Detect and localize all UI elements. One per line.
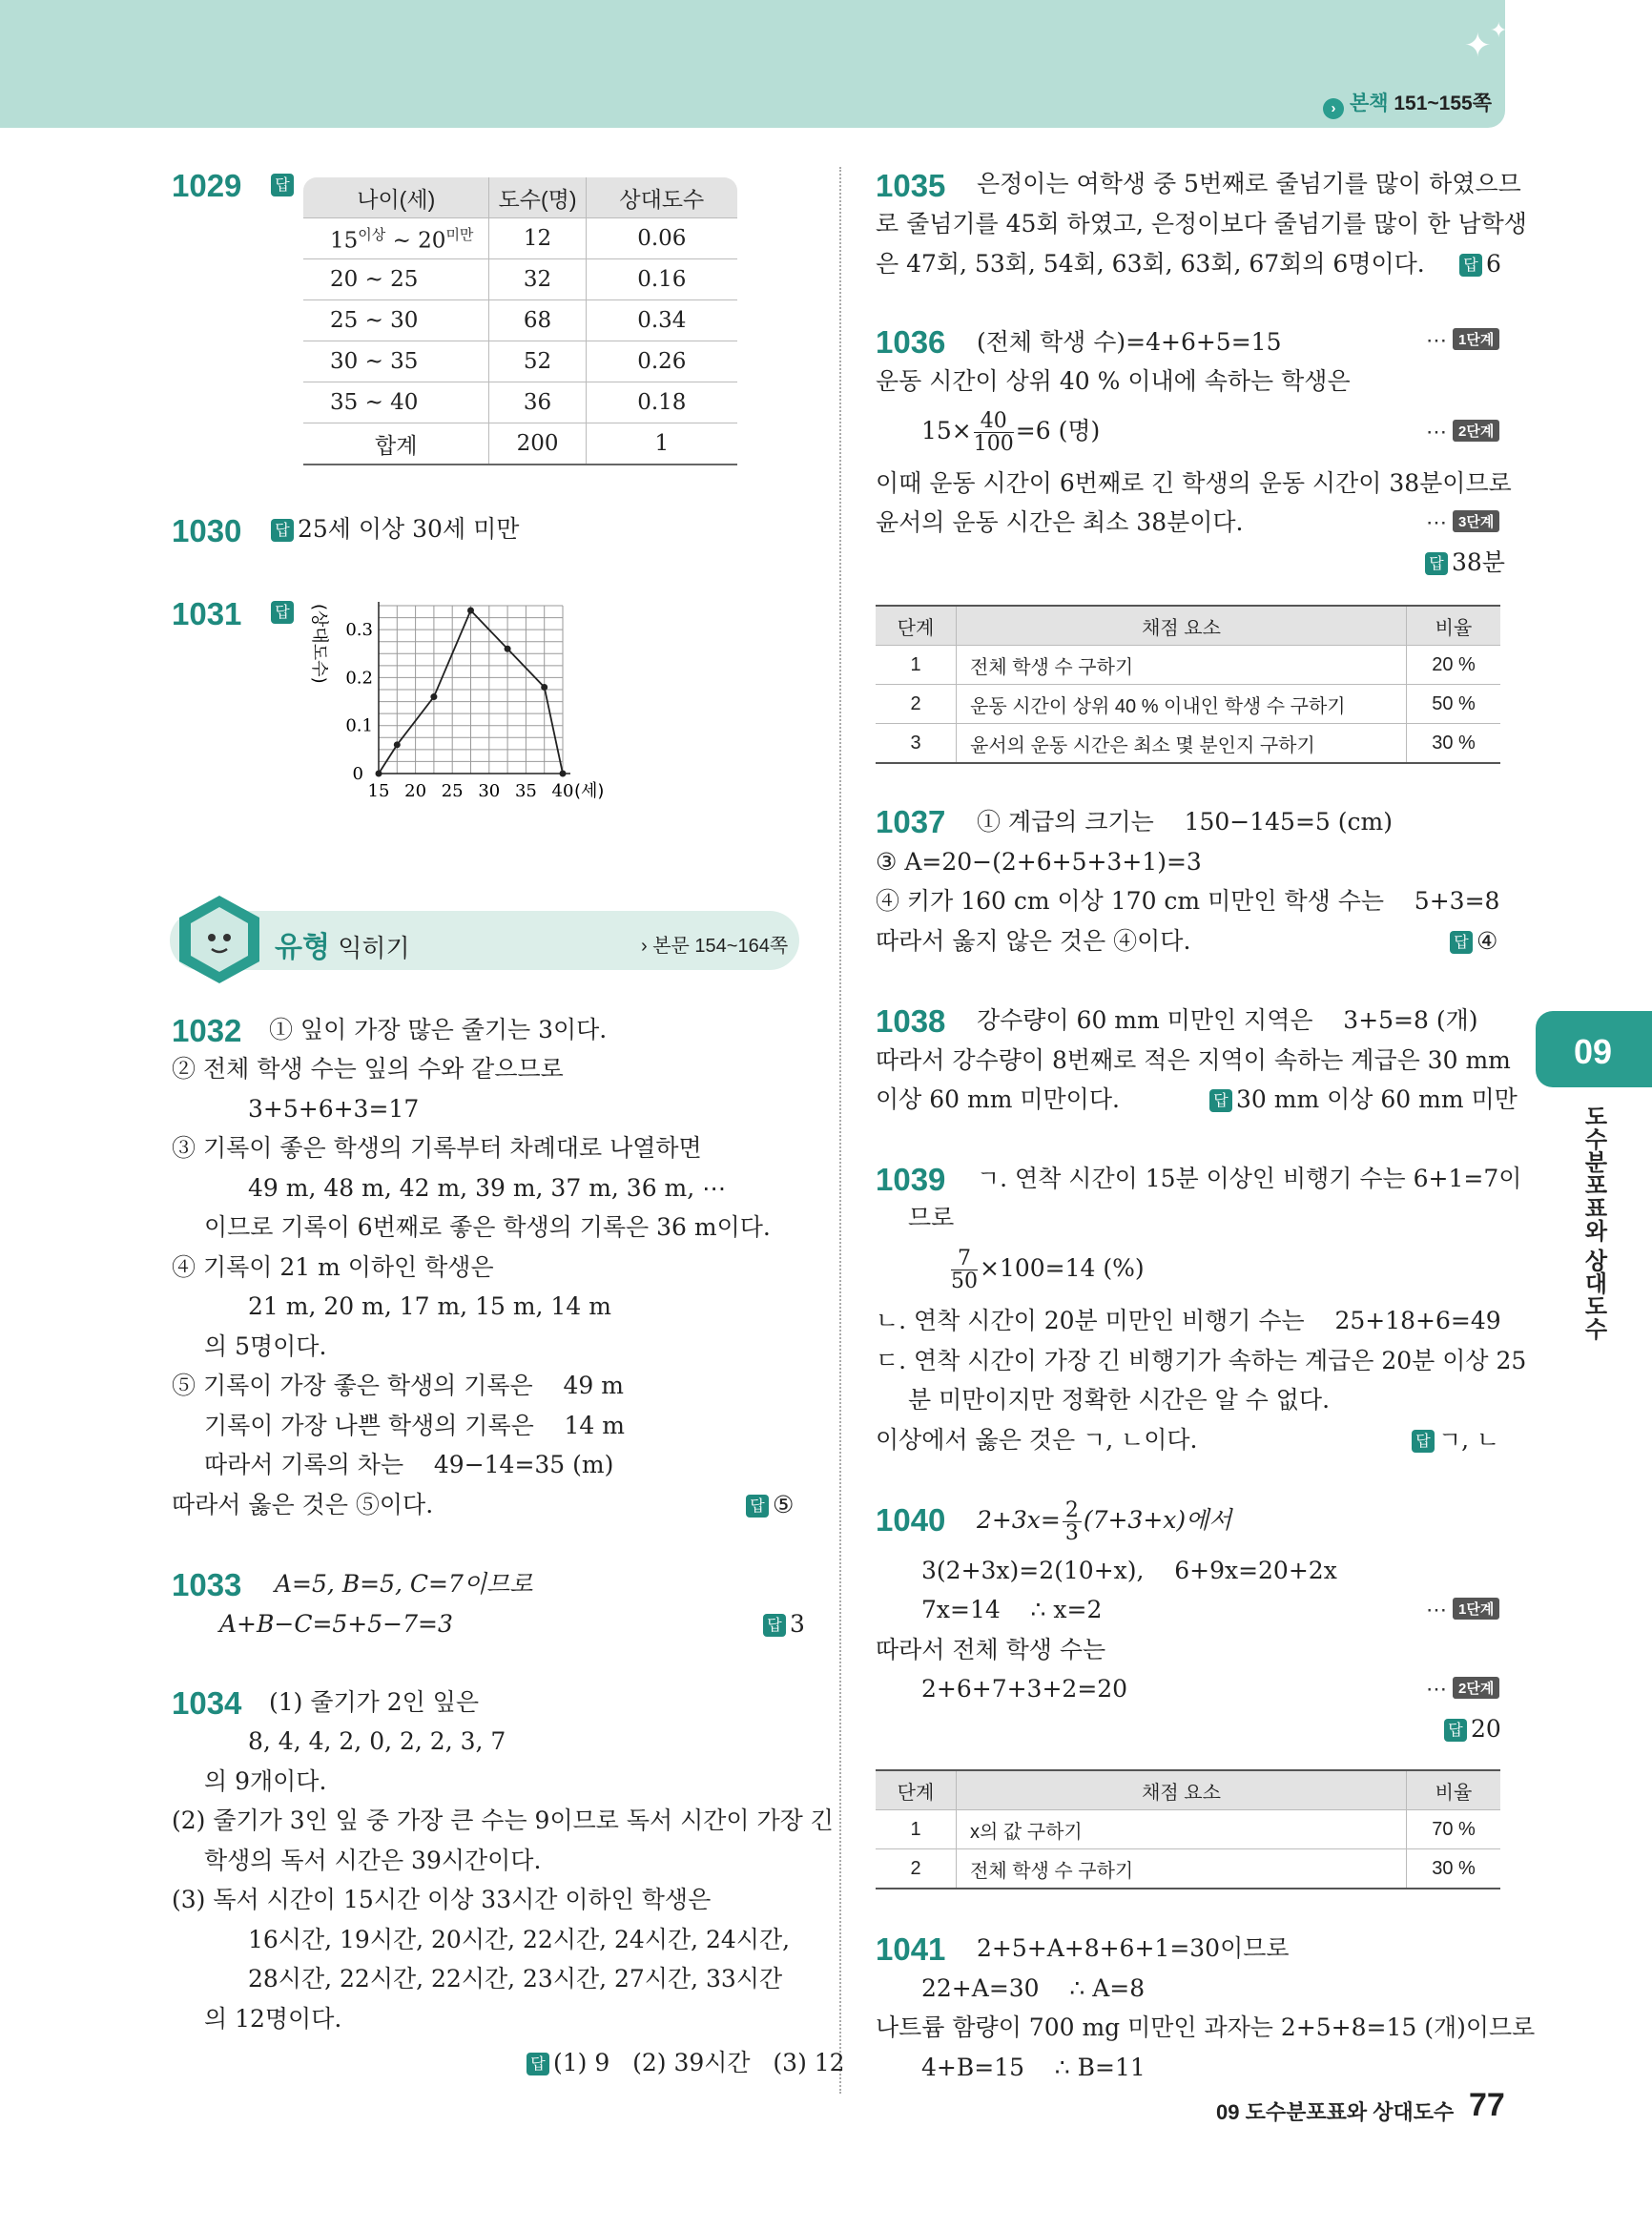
x-tick-label: 25: [441, 781, 464, 801]
table-cell: 20 ~ 25: [303, 259, 489, 300]
text-line: (전체 학생 수)=4+6+5=15: [977, 328, 1282, 356]
text-line: 4+B=15 ∴ B=11: [921, 2054, 1146, 2081]
fraction-numerator: 7: [951, 1248, 978, 1270]
scoring-table-1040: [876, 1769, 1500, 1889]
section-page-reference: › 본문 154~164쪽: [641, 936, 789, 957]
text-line: 49 m, 48 m, 42 m, 39 m, 37 m, 36 m, ⋯: [248, 1174, 727, 1202]
table-cell: 3: [876, 724, 957, 764]
table-cell: 전체 학생 수 구하기: [957, 1849, 1407, 1889]
fraction: [974, 410, 1014, 455]
formula-line: [977, 1499, 1231, 1544]
stage-marker: ⋯ 2단계: [1426, 420, 1499, 444]
text-line: 운동 시간이 상위 40 % 이내에 속하는 학생은: [876, 367, 1351, 395]
text-line: 2+6+7+3+2=20: [921, 1675, 1128, 1703]
text-line: 나트륨 함량이 700 mg 미만인 과자는 2+5+8=15 (개)이므로: [876, 2013, 1536, 2041]
table-header: 비율: [1407, 606, 1501, 646]
fraction-denominator: 100: [973, 432, 1014, 457]
table-cell: 윤서의 운동 시간은 최소 몇 분인지 구하기: [957, 724, 1407, 764]
text-line: 의 5명이다.: [204, 1332, 327, 1360]
frequency-table-1029: [303, 177, 737, 465]
text-line: 은 47회, 53회, 54회, 63회, 63회, 67회의 6명이다.: [876, 250, 1425, 278]
x-tick-label: 30: [478, 781, 501, 801]
header-page-reference: [1323, 88, 1492, 119]
problem-number-1039: 1039: [876, 1162, 946, 1197]
table-cell: $15^{이상}$ ~ $20^{미만}$: [303, 218, 489, 259]
table-cell: 1: [586, 423, 737, 465]
text-line: ③ 기록이 좋은 학생의 기록부터 차례대로 나열하면: [172, 1134, 702, 1162]
mascot-hexagon-icon: [172, 892, 267, 987]
stage-marker: ⋯ 1단계: [1426, 1598, 1499, 1622]
table-header: 비율: [1407, 1770, 1501, 1810]
text-line: ㄷ. 연착 시간이 가장 긴 비행기가 속하는 계급은 20분 이상 25: [876, 1347, 1527, 1374]
text-line: A=5, B=5, C=7이므로: [275, 1570, 533, 1598]
text-line: 따라서 강수량이 8번째로 적은 지역이 속하는 계급은 30 mm: [876, 1046, 1511, 1074]
formula-text: ×100=14 (%): [980, 1254, 1145, 1283]
x-tick-label: 20: [404, 781, 427, 801]
table-header: 채점 요소: [957, 606, 1407, 646]
answer-1036: [1425, 548, 1505, 577]
text-line: 22+A=30 ∴ A=8: [921, 1974, 1146, 2002]
stage-badge: 2단계: [1453, 420, 1499, 442]
y-tick-label: 0.3: [345, 620, 373, 641]
text-line: ① 잎이 가장 많은 줄기는 3이다.: [269, 1016, 608, 1043]
answer-badge: 답: [1450, 931, 1473, 954]
table-row: [876, 724, 1500, 764]
table-row: [303, 218, 737, 259]
problem-number-1038: 1038: [876, 1003, 946, 1039]
data-point: [467, 608, 474, 614]
table-cell: 20 %: [1407, 646, 1501, 685]
answer-badge: 답: [763, 1614, 786, 1637]
column-divider: [839, 167, 841, 2094]
answer-badge: 답: [1459, 254, 1482, 277]
text-line: 21 m, 20 m, 17 m, 15 m, 14 m: [248, 1292, 611, 1320]
problem-number-1035: 1035: [876, 168, 946, 203]
relative-frequency-polygon-chart: [300, 596, 606, 801]
text-line: 로 줄넘기를 45회 하였고, 은정이보다 줄넘기를 많이 한 남학생: [876, 210, 1527, 237]
header-ref-label: 본책: [1349, 93, 1389, 114]
text-line: 은정이는 여학생 중 5번째로 줄넘기를 많이 하였으므: [977, 170, 1521, 197]
chapter-title: 도수분포표와 상대도수: [1580, 1105, 1606, 1340]
answer-1035: [1459, 250, 1501, 279]
answer-badge: 답: [271, 519, 294, 542]
formula-line: [921, 410, 1100, 455]
header-bar: [0, 0, 1508, 128]
table-header: 채점 요소: [957, 1770, 1407, 1810]
x-tick-label: 40: [551, 781, 574, 801]
chapter-number: 09: [1574, 1032, 1613, 1071]
text-line: ㄴ. 연착 시간이 20분 미만인 비행기 수는 25+18+6=49: [876, 1307, 1501, 1334]
header-ref-pages: 151~155쪽: [1394, 93, 1492, 114]
answer-text: 25세 이상 30세 미만: [298, 515, 520, 543]
table-cell: 50 %: [1407, 685, 1501, 724]
table-cell: 35 ~ 40: [303, 382, 489, 423]
scoring-table-1036: [876, 605, 1500, 764]
table-cell: 36: [489, 382, 586, 423]
table-cell: 0.18: [586, 382, 737, 423]
table-cell: 1: [876, 1810, 957, 1849]
table-cell: 0.16: [586, 259, 737, 300]
y-tick-label: 0: [352, 764, 363, 784]
text-line: 16시간, 19시간, 20시간, 22시간, 24시간, 24시간,: [248, 1926, 791, 1953]
answer-text: ㄱ, ㄴ: [1438, 1426, 1500, 1454]
answer-badge: 답: [1209, 1089, 1232, 1112]
text-line: 따라서 옳은 것은 ⑤이다.: [172, 1491, 434, 1518]
text-line: 2+5+A+8+6+1=30이므로: [977, 1934, 1290, 1962]
text-line: ③ A=20−(2+6+5+3+1)=3: [876, 848, 1202, 876]
text-line: 8, 4, 4, 2, 0, 2, 2, 3, 7: [248, 1727, 506, 1755]
data-point: [394, 741, 401, 748]
text-line: 기록이 가장 나쁜 학생의 기록은 14 m: [204, 1412, 625, 1439]
text-line: ⑤ 기록이 가장 좋은 학생의 기록은 49 m: [172, 1372, 624, 1399]
answer-1032: [746, 1491, 794, 1519]
page-number: 77: [1469, 2087, 1505, 2123]
text-line: 이때 운동 시간이 6번째로 긴 학생의 운동 시간이 38분이므로: [876, 469, 1512, 497]
table-row: [876, 1849, 1500, 1889]
answer-1030: [271, 515, 519, 544]
stage-badge: 3단계: [1453, 510, 1499, 532]
answer-badge: 답: [1412, 1430, 1435, 1453]
stage-marker: ⋯ 3단계: [1426, 510, 1499, 535]
text-line: A+B−C=5+5−7=3: [219, 1610, 453, 1638]
table-header: 단계: [876, 1770, 957, 1810]
answer-text: 38분: [1452, 548, 1505, 576]
text-line: 학생의 독서 시간은 39시간이다.: [204, 1847, 542, 1874]
formula-post: (7+3+x)에서: [1083, 1506, 1232, 1535]
answer-1034: [527, 2049, 845, 2077]
data-point: [560, 771, 567, 777]
table-cell: 200: [489, 423, 586, 465]
text-line: 따라서 전체 학생 수는: [876, 1636, 1106, 1663]
problem-number-1041: 1041: [876, 1931, 946, 1967]
section-ref-text: 본문 154~164쪽: [652, 936, 789, 957]
answer-1033: [763, 1610, 805, 1639]
answer-text: ⑤: [773, 1491, 795, 1518]
x-tick-label: 35: [514, 781, 537, 801]
table-cell: 전체 학생 수 구하기: [957, 646, 1407, 685]
text-line: 므로: [908, 1204, 955, 1231]
problem-number-1037: 1037: [876, 804, 946, 839]
answer-text: 20: [1471, 1715, 1501, 1743]
text-line: 의 12명이다.: [204, 2005, 342, 2033]
table-row: [876, 685, 1500, 724]
table-cell: 25 ~ 30: [303, 300, 489, 341]
stage-badge: 1단계: [1453, 1598, 1499, 1620]
table-header: 나이(세): [303, 177, 489, 218]
problem-number-1032: 1032: [172, 1013, 242, 1048]
x-axis-label: (세): [574, 781, 605, 801]
answer-text: 3: [790, 1610, 805, 1638]
answer-text: 30 mm 이상 60 mm 미만: [1236, 1085, 1518, 1113]
table-cell: 2: [876, 685, 957, 724]
data-point: [376, 771, 382, 777]
text-line: (1) 줄기가 2인 잎은: [269, 1688, 480, 1716]
text-line: ① 계급의 크기는 150−145=5 (cm): [977, 808, 1393, 836]
table-cell: 32: [489, 259, 586, 300]
problem-number-1030: 1030: [172, 513, 242, 548]
problem-number-1031: 1031: [172, 596, 242, 631]
table-row: [303, 259, 737, 300]
y-tick-label: 0.1: [345, 715, 373, 736]
text-line: 이상에서 옳은 것은 ㄱ, ㄴ이다.: [876, 1426, 1198, 1454]
table-cell: 52: [489, 341, 586, 382]
fraction-denominator: 3: [1064, 1521, 1079, 1546]
table-row: [303, 300, 737, 341]
table-cell: 0.06: [586, 218, 737, 259]
formula-post: =6 (명): [1015, 417, 1101, 445]
problem-number-1033: 1033: [172, 1567, 242, 1602]
problem-number-1034: 1034: [172, 1685, 242, 1721]
table-header: 도수(명): [489, 177, 586, 218]
data-point: [430, 693, 437, 700]
text-line: ㄱ. 연착 시간이 15분 이상인 비행기 수는 6+1=7이: [977, 1165, 1522, 1192]
data-point: [541, 684, 547, 691]
text-line: 강수량이 60 mm 미만인 지역은 3+5=8 (개): [977, 1006, 1478, 1034]
table-row: [303, 382, 737, 423]
text-line: 3+5+6+3=17: [248, 1095, 420, 1123]
text-line: 의 9개이다.: [204, 1767, 327, 1795]
text-line: 따라서 옳지 않은 것은 ④이다.: [876, 927, 1191, 955]
problem-number-1036: 1036: [876, 324, 946, 360]
table-row: [303, 341, 737, 382]
table-cell: 2: [876, 1849, 957, 1889]
fraction: [1063, 1499, 1082, 1544]
answer-badge: 답: [527, 2053, 549, 2075]
table-cell: 합계: [303, 423, 489, 465]
table-cell: 0.34: [586, 300, 737, 341]
text-line: ④ 키가 160 cm 이상 170 cm 미만인 학생 수는 5+3=8: [876, 887, 1500, 915]
text-line: 28시간, 22시간, 22시간, 23시간, 27시간, 33시간: [248, 1965, 783, 1993]
sparkle-icon: ✦: [1490, 19, 1508, 43]
stage-badge: 2단계: [1453, 1677, 1499, 1699]
answer-badge: 답: [271, 174, 294, 196]
table-cell: 70 %: [1407, 1810, 1501, 1849]
answer-1038: [1209, 1085, 1518, 1114]
table-row: [876, 1810, 1500, 1849]
text-line: 따라서 기록의 차는 49−14=35 (m): [204, 1451, 614, 1478]
answer-text: ④: [1476, 927, 1498, 955]
fraction: [951, 1248, 978, 1292]
formula-pre: 15×: [921, 417, 972, 445]
text-line: (2) 줄기가 3인 잎 중 가장 큰 수는 9이므로 독서 시간이 가장 긴: [172, 1807, 834, 1834]
answer-badge: 답: [746, 1495, 769, 1518]
text-line: 이상 60 mm 미만이다.: [876, 1085, 1120, 1113]
problem-number-1029: 1029: [172, 168, 242, 203]
text-line: ② 전체 학생 수는 잎의 수와 같으므로: [172, 1055, 564, 1083]
fraction-denominator: 50: [951, 1270, 978, 1294]
chevron-right-icon: ›: [1323, 98, 1344, 119]
section-title-main: 유형: [275, 932, 330, 963]
data-point: [505, 646, 511, 652]
footer-chapter-title: 09 도수분포표와 상대도수: [1216, 2100, 1455, 2124]
table-cell: 1: [876, 646, 957, 685]
text-line: (3) 독서 시간이 15시간 이상 33시간 이하인 학생은: [172, 1886, 712, 1913]
table-cell: x의 값 구하기: [957, 1810, 1407, 1849]
answer-1037: [1450, 927, 1497, 956]
table-cell: 0.26: [586, 341, 737, 382]
answer-1040: [1444, 1715, 1501, 1744]
text-line: 7x=14 ∴ x=2: [921, 1596, 1103, 1623]
answer-badge: 답: [1425, 552, 1448, 575]
formula-pre: 2+3x=: [977, 1506, 1061, 1535]
y-tick-label: 0.2: [345, 668, 373, 689]
x-tick-label: 15: [367, 781, 390, 801]
table-header: 상대도수: [586, 177, 737, 218]
stage-marker: ⋯ 2단계: [1426, 1677, 1499, 1702]
fraction-numerator: 2: [1063, 1499, 1082, 1522]
answer-badge: 답: [271, 601, 294, 624]
section-title: [275, 923, 410, 965]
table-header: 단계: [876, 606, 957, 646]
table-row: [876, 646, 1500, 685]
table-cell: 30 %: [1407, 1849, 1501, 1889]
text-line: ④ 기록이 21 m 이하인 학생은: [172, 1253, 494, 1281]
answer-1039: [1412, 1426, 1499, 1455]
stage-marker: ⋯ 1단계: [1426, 328, 1499, 353]
table-cell: 30 %: [1407, 724, 1501, 764]
answer-text: 6: [1486, 250, 1501, 278]
text-line: 이므로 기록이 6번째로 좋은 학생의 기록은 36 m이다.: [204, 1213, 771, 1241]
text-line: 윤서의 운동 시간은 최소 38분이다.: [876, 508, 1244, 536]
table-cell: 운동 시간이 상위 40 % 이내인 학생 수 구하기: [957, 685, 1407, 724]
table-cell: 30 ~ 35: [303, 341, 489, 382]
fraction-numerator: 40: [974, 410, 1014, 433]
y-axis-label: (상대도수): [309, 604, 329, 684]
sparkle-icon: ✦: [1464, 27, 1492, 65]
answer-text: (1) 9 (2) 39시간 (3) 12: [553, 2049, 845, 2076]
text-line: 분 미만이지만 정확한 시간은 알 수 없다.: [908, 1386, 1331, 1414]
text-line: 3(2+3x)=2(10+x), 6+9x=20+2x: [921, 1557, 1337, 1584]
answer-badge: 답: [1444, 1719, 1467, 1742]
table-cell: 12: [489, 218, 586, 259]
table-cell: 68: [489, 300, 586, 341]
table-row: [303, 423, 737, 465]
section-title-sub: 익히기: [338, 934, 410, 962]
problem-number-1040: 1040: [876, 1502, 946, 1538]
stage-badge: 1단계: [1453, 328, 1499, 350]
formula-line: [949, 1248, 1145, 1292]
